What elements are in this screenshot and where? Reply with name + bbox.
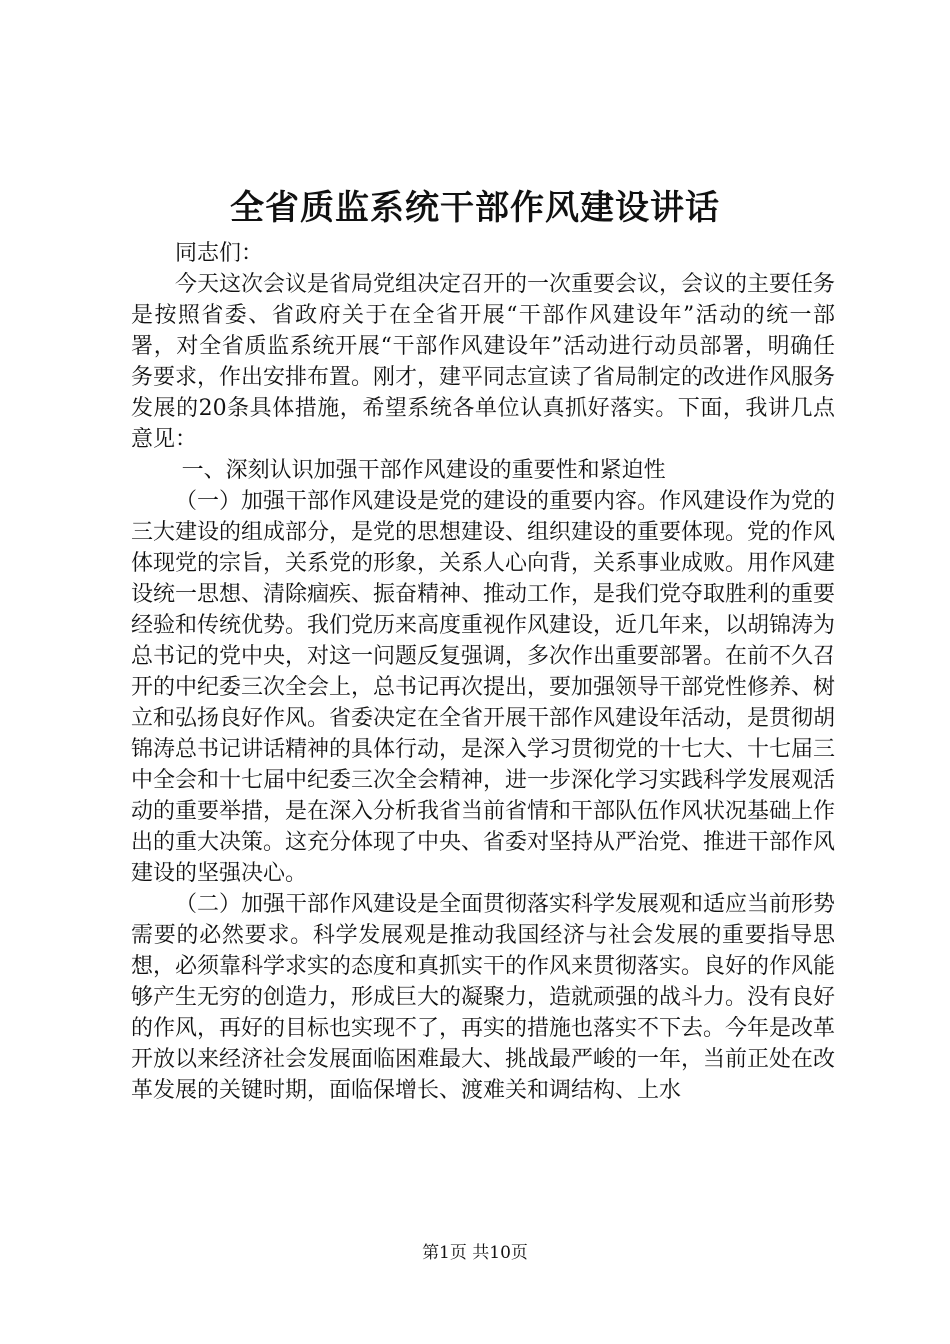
document-body xyxy=(131,238,835,1106)
body-paragraph: （一）加强干部作风建设是党的建设的重要内容。作风建设作为党的三大建设的组成部分，是党的思想建设、组织建设的重要体现。党的作风体现党的宗旨，关系党的形象，关系人心向背，关系事业成败。用作风建设统一思想、清除痼疾、振奋精神、推动工作，是我们党夺取胜利的重要经验和传统优势。我们党历来高度重视作风建设，近几年来，以胡锦涛为总书记的党中央，对这一问题反复强调，多次作出重要部署。在前不久召开的中纪委三次全会上，总书记再次提出，要加强领导干部党性修养、树立和弘扬良好作风。省委决定在全省开展干部作风建设年活动，是贯彻胡锦涛总书记讲话精神的具体行动，是深入学习贯彻党的十七大、十七届三中全会和十七届中纪委三次全会精神，进一步深化学习实践科学发展观活动的重要举措，是在深入分析我省当前省情和干部队伍作风状况基础上作出的重大决策。这充分体现了中央、省委对坚持从严治党、推进干部作风建设的坚强决心。 xyxy=(131,489,836,886)
document-title: 全省质监系统干部作风建设讲话 xyxy=(230,188,720,228)
body-paragraph: （二）加强干部作风建设是全面贯彻落实科学发展观和适应当前形势需要的必然要求。科学发展观是推动我国经济与社会发展的重要指导思想，必须靠科学求实的态度和真抓实干的作风来贯彻落实。良好的作风能够产生无穷的创造力，形成巨大的凝聚力，造就顽强的战斗力。没有良好的作风，再好的目标也实现不了，再实的措施也落实不下去。今年是改革开放以来经济社会发展面临困难最大、挑战最严峻的一年，当前正处在改革发展的关键时期，面临保增长、渡难关和调结构、上水 xyxy=(131,892,836,1103)
salutation-paragraph: 同志们： xyxy=(175,241,264,266)
section-heading: 一、深刻认识加强干部作风建设的重要性和紧迫性 xyxy=(181,458,666,483)
intro-paragraph: 今天这次会议是省局党组决定召开的一次重要会议，会议的主要任务是按照省委、省政府关于在全省开展“干部作风建设年”活动的统一部署，对全省质监系统开展“干部作风建设年”活动进行动员部署，明确任务要求，作出安排布置。刚才，建平同志宣读了省局制定的改进作风服务发展的20条具体措施，希望系统各单位认真抓好落实。下面，我讲几点意见： xyxy=(131,272,836,452)
page-number-footer: 第1页 共10页 xyxy=(422,1243,528,1263)
